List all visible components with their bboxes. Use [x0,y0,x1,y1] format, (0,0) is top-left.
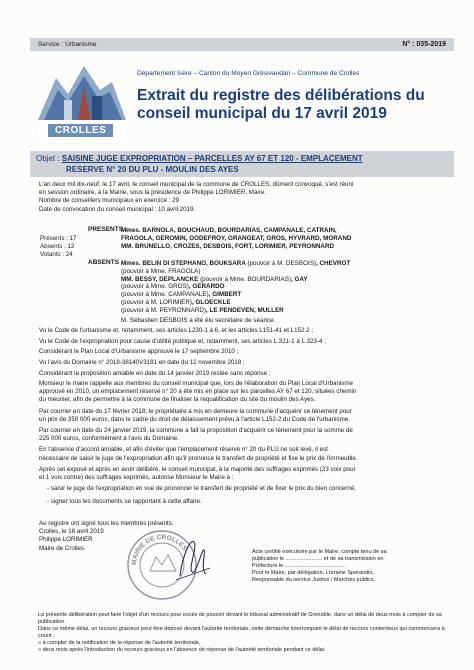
present-list: Mmes. BARNOLA, BOUCHAUD, BOURDARIAS, CAMPANALE, CATRAIN, FRAGOLA, GEROMIN, GODEFROY, GRANGEAT, GROS, HYVRARD, MORAND MM. BRUNELLO, CROZES, DESBOIS, FORT, LORIMIER, PEYRONNARD [121,227,352,250]
absent-label: ABSENTS : [88,259,124,266]
absent-list: Mmes. BELIN DI STEPHANO, BOUKSARA (pouvoir à M. DESBOIS), CHEVROT (pouvoir à Mme. FRAGOLA) MM. BESSY, DEPLANCKE (pouvoir à Mme. BOURDARIAS), GAY (pouvoir à Mme. GROS), GERARDO (pouvoir à Mme. CAMPANALE), GIMBERT (pouvoir à M. LORIMIER), GLOECKLE (pouvoir à M. PEYRONNARD), LE PENDEVEN, MULLER M. Sébastien DESBOIS a été élu secrétaire de séance. [121,260,351,324]
department-line: Département Isère – Canton du Moyen Grésivaudan – Commune de Crolles [137,70,360,77]
intro-text: L'an deux mil dix-neuf, le 17 avril, le conseil municipal de la commune de CROLLES, dûment convoqué, s'est réuni en session ordinaire, à la Mairie, sous la présidence de Philippe LORIMIER, Maire. Nombre de conseillers municipaux en exercice : 29 Date de convocation du conseil municipal : 10 avril 2019. [39,181,354,213]
subject-box: Objet : SAISINE JUGE EXPROPRIATION – PARCELLES AY 67 ET 120 - EMPLACEMENT RESERVE N° 20 DU PLU - MOULIN DES AYES [30,151,454,177]
signature-block: Au registre ont signé tous les membres présents. Crolles, le 18 avril 2019 Philippe LORIMIER Maire de Crolles [39,520,174,552]
deliberation-body: Monsieur le maire rappelle aux membres du conseil municipal que, lors de l'élaboration du Plan Local d'Urbanisme approuvé en 2010, un emplacement réservé n° 20 a été mis en place sur les parcelles AY 67 et 120, situées chemin du meunier, afin de permettre à la commune de finaliser la requalification du site du moulin des Ayes. Par courrier en date du 17 février 2018, le propriétaire a mis en demeure la commune d'acquérir ce tènement pour un prix de 350 000 euros, dans le cadre du droit de délaissement prévu à l'article L152-2 du Code de l'urbanisme. Par courrier en date du 24 janvier 2019, la commune a fait la proposition d'acquérir ce tènement pour la somme de 225 000 euros, conformément à l'avis du Domaine. En l'absence d'accord amiable, et afin d'éviter que l'emplacement réservé n° 20 du PLU ne soit levé, il est nécessaire de saisir le juge de l'expropriation afin qu'il prononce le transfert de propriété et fixe le prix de l'immeuble. Après cet exposé et après en avoir délibéré, le conseil municipal, à la majorité des suffrages exprimés (23 voix pour et 1 voix contre) des suffrages exprimés, autorise Monsieur le Maire à : - saisir le juge de l'expropriation en vue de prononcer le transfert de propriété et de fixer le prix du bien concerné, - signer tous les documents se rapportant à cette affaire. [39,380,358,506]
header-bar [30,38,454,51]
stamp-text: MAIRIE DE CROLLES [130,533,189,566]
handwritten-signature-icon [170,528,220,588]
document-title: Extrait du registre des délibérations du conseil municipal du 17 avril 2019 [137,87,425,122]
service-label: Service : Urbanisme [38,41,97,48]
certification-block: Acte certifié exécutoire par le Maire, compte tenu de sa publication le ........................ et de sa transmission en Préfecture le ........................................ Pour le Maire, par délégation, Lorraine Sperandio, Responsable du service Justice / Marchés publics. [252,549,387,583]
deliberation-number: N° : 035-2019 [402,41,446,48]
present-label: PRESENTS : [88,226,128,233]
legal-footer: La présente délibération peut faire l'objet d'un recours pour excès de pouvoir devant le tribunal administratif de Grenoble, dans un délai de deux mois à compter de sa publication. Dans ce même délai, un recours gracieux peut être déposé devant l'autorité territoriale, cette démarche interrompant le délai de recours contentieux qui commencera à courir : » à compter de la notification de la réponse de l'autorité territoriale, » deux mois après l'introduction du recours gracieux en l'absence de réponse de l'autorité territoriale pendant ce délai. [38,612,445,653]
legal-references: Vu le Code de l'urbanisme et, notamment, ses articles L230-1 à 6, et les articles L151-41 et L152.2 ; Vu le Code de l'expropriation pour cause d'utilité publique et, notamment, ses articles L.321-1 à L.323-4 ; Considérant le Plan Local d'Urbanisme approuvé le 17 septembre 2010 ; Vu l'avis du Domaine n° 2018-38140V3181 en date du 12 novembre 2018 ; Considérant la proposition amiable en date du 14 janvier 2019 restée sans réponse ; [39,327,326,377]
attendance-counts: Présents : 17 Absents : 12 Votants : 24 [40,235,77,259]
logo-wordmark: CROLLES [48,124,113,137]
